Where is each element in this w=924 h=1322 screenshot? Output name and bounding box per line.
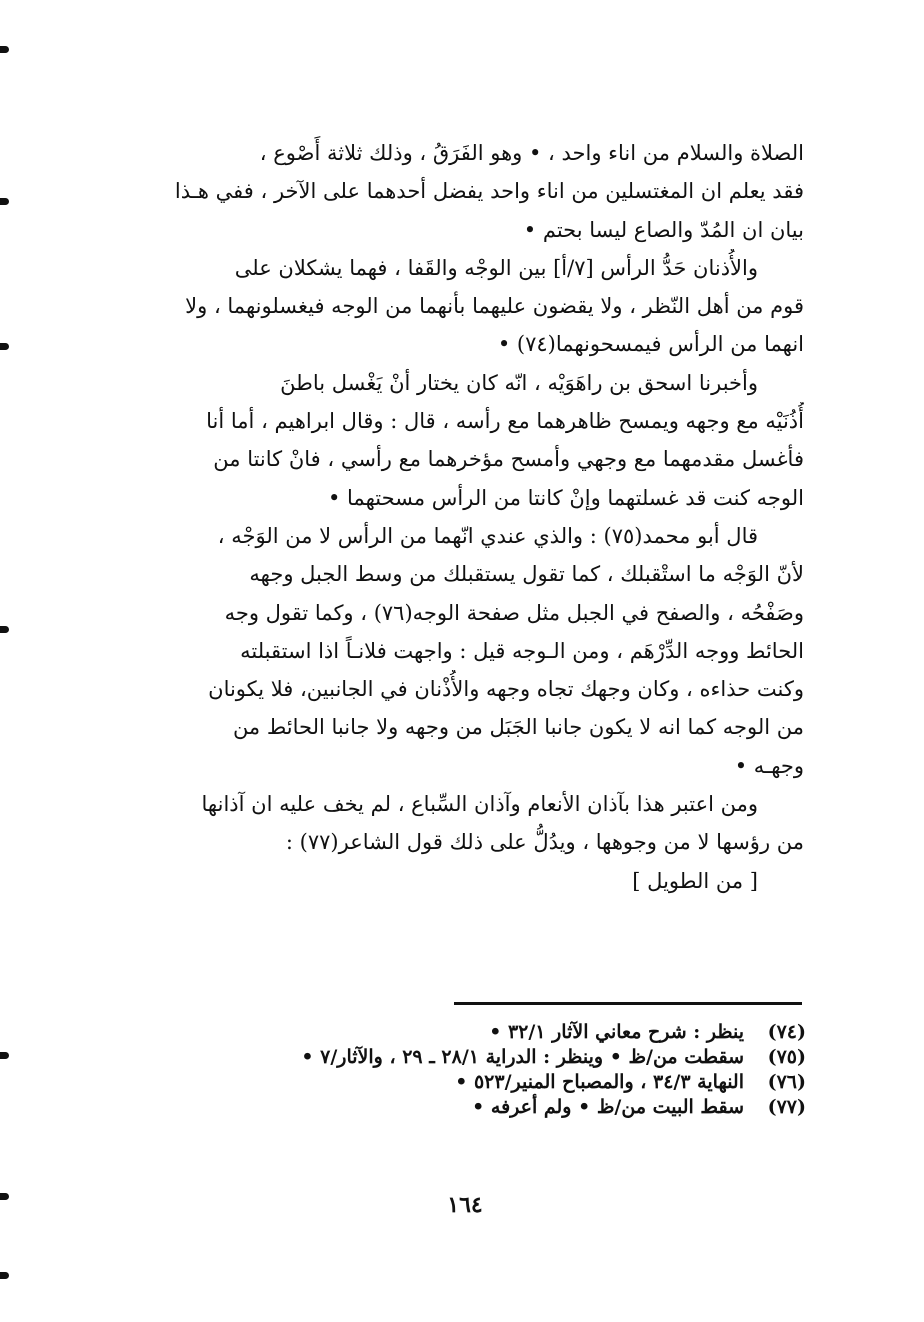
- footnote-item: [180, 1095, 806, 1120]
- verse-meter-label: [ من الطويل ]: [632, 868, 758, 893]
- text-line: قوم من أهل النّظر ، ولا يقضون عليهما بأنهما من الوجه فيغسلونهما ، ولا: [185, 294, 804, 319]
- text-line: وأخبرنا اسحق بن راهَوَيْه ، انّه كان يختار أنْ يَغْسل باطنَ: [280, 370, 758, 395]
- footnotes: [180, 1020, 806, 1120]
- text-line: ومن اعتبر هذا بآذان الأنعام وآذان السِّباع ، لم يخف عليه ان آذانها: [201, 792, 758, 817]
- text-line: بيان ان المُدّ والصاع ليسا بحتم •: [523, 217, 804, 242]
- footnote-text: سقط البيت من/ظ • ولم أعرفه •: [472, 1096, 744, 1118]
- scan-edge-mark: [0, 46, 9, 53]
- text-line: الوجه كنت قد غسلتهما وإنْ كانتا من الرأس مسحتهما •: [327, 485, 804, 510]
- footnote-item: [180, 1070, 806, 1095]
- footnote-item: [180, 1045, 806, 1070]
- text-line: من رؤسها لا من وجوهها ، ويدُلُّ على ذلك قول الشاعر(٧٧) :: [285, 830, 804, 855]
- text-line: وجهـه •: [734, 753, 804, 778]
- text-line: وصَفْحُه ، والصفح في الجبل مثل صفحة الوجه(٧٦) ، وكما تقول وجه: [224, 600, 804, 625]
- scan-edge-mark: [0, 1193, 9, 1200]
- footnote-text: ينظر : شرح معاني الآثار ٣٢/١ •: [489, 1021, 744, 1043]
- scan-edge-mark: [0, 626, 9, 633]
- text-line: فقد يعلم ان المغتسلين من اناء واحد يفضل أحدهما على الآخر ، ففي هـذا: [174, 179, 804, 204]
- footnote-number: (٧٥): [767, 1046, 806, 1068]
- text-line: والأُذنان حَدُّ الرأس [٧/أ] بين الوجْه والقَفا ، فهما يشكلان على: [234, 255, 758, 280]
- scan-edge-mark: [0, 1272, 9, 1279]
- scan-edge-mark: [0, 1052, 9, 1059]
- text-line: من الوجه كما انه لا يكون جانبا الجَبَل من وجهه ولا جانبا الحائط من: [232, 715, 804, 740]
- text-line: قال أبو محمد(٧٥) : والذي عندي انّهما من الرأس لا من الوَجْه ،: [217, 523, 758, 548]
- footnote-number: (٧٤): [767, 1021, 806, 1043]
- footnote-divider: [454, 1002, 802, 1005]
- text-line: لأنّ الوَجْه ما استْقبلك ، كما تقول يستقبلك من وسط الجبل وجهه: [249, 562, 804, 587]
- scan-edge-mark: [0, 198, 9, 205]
- page-number: ١٦٤: [447, 1192, 483, 1218]
- text-line: الصلاة والسلام من اناء واحد ، • وهو الفَرَقُ ، وذلك ثلاثة أَصْوع ،: [259, 141, 804, 165]
- footnote-text: النهاية ٣٤/٣ ، والمصباح المنير/٥٢٣ •: [455, 1071, 744, 1093]
- scan-edge-mark: [0, 343, 9, 350]
- main-text: [148, 134, 804, 900]
- text-line: فأغسل مقدمهما مع وجهي وأمسح مؤخرهما مع رأسي ، فانْ كانتا من: [213, 447, 804, 472]
- text-line: انهما من الرأس فيمسحونهما(٧٤) •: [497, 332, 804, 357]
- footnote-number: (٧٧): [767, 1096, 806, 1118]
- footnote-text: سقطت من/ظ • وينظر : الدراية ٢٨/١ ـ ٢٩ ، والآثار/٧ •: [301, 1046, 744, 1068]
- text-line: وكنت حذاءه ، وكان وجهك تجاه وجهه والأُذْنان في الجانبين، فلا يكونان: [208, 677, 804, 702]
- footnote-number: (٧٦): [767, 1071, 806, 1093]
- text-line: أُذُنَيْه مع وجهه ويمسح ظاهرهما مع رأسه ، قال : وقال ابراهيم ، أما أنا: [206, 409, 804, 434]
- text-line: الحائط ووجه الدِّرْهَم ، ومن الـوجه قيل : واجهت فلانـاً اذا استقبلته: [240, 638, 804, 663]
- footnote-item: [180, 1020, 806, 1045]
